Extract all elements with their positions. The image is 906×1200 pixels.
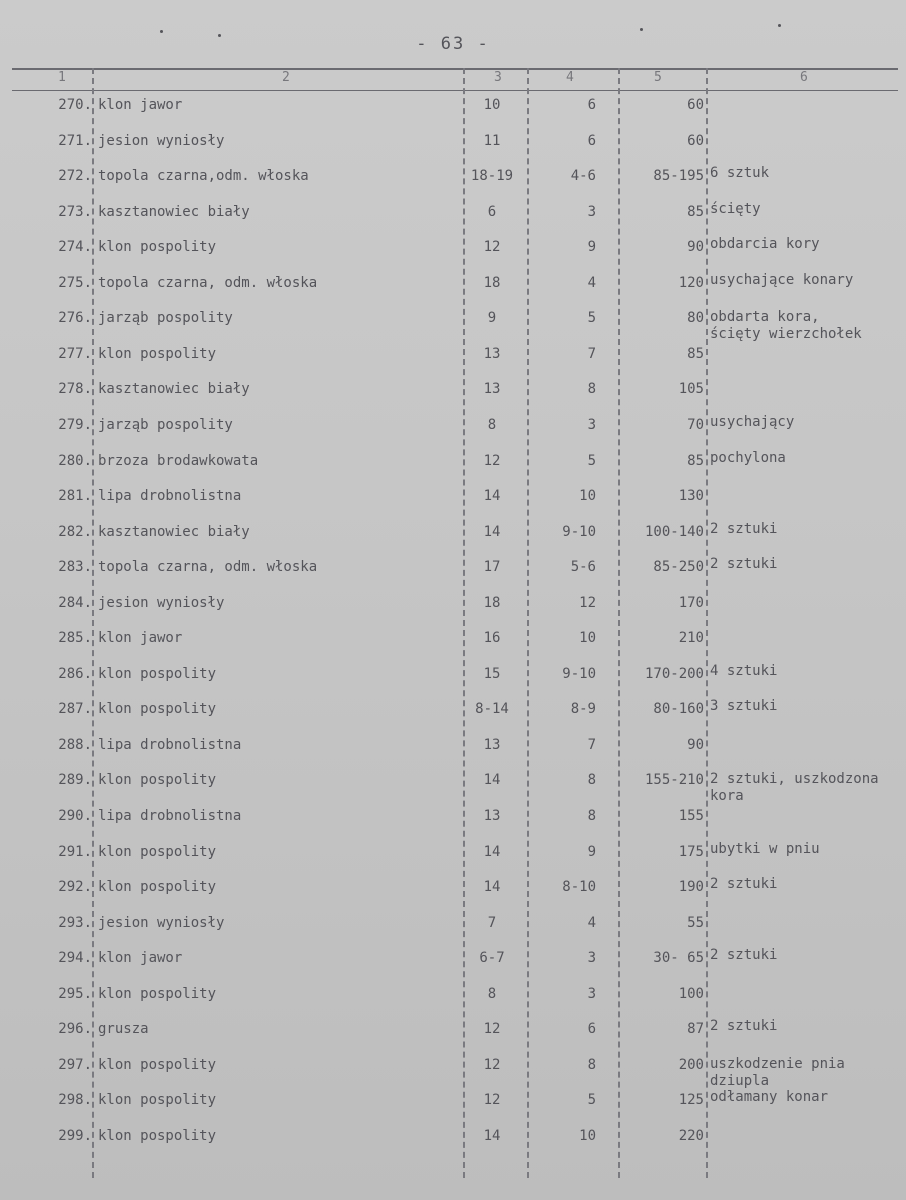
crown-value: 10	[579, 630, 596, 646]
crown-value: 7	[587, 346, 596, 362]
crown-value: 3	[587, 204, 596, 220]
height-value: 12	[483, 453, 501, 469]
species-name: klon pospolity	[98, 1128, 217, 1144]
height-value: 7	[487, 915, 497, 931]
height-value: 8-14	[475, 701, 509, 717]
row-number: 274.	[58, 239, 92, 255]
crown-value: 5	[587, 453, 596, 469]
paper-speck	[160, 30, 163, 33]
height-value: 14	[483, 524, 501, 540]
circumference-value: 90	[687, 737, 704, 753]
crown-value: 8-10	[562, 879, 596, 895]
crown-value: 8	[587, 381, 596, 397]
column-header-3: 3	[494, 70, 502, 85]
height-value: 13	[483, 381, 501, 397]
table-row	[0, 521, 906, 543]
height-value: 6-7	[479, 950, 505, 966]
height-value: 9	[487, 310, 497, 326]
crown-value: 3	[587, 950, 596, 966]
crown-value: 3	[587, 986, 596, 1002]
species-name: jesion wyniosły	[98, 915, 225, 931]
crown-value: 6	[587, 133, 596, 149]
crown-value: 4-6	[570, 168, 596, 184]
table-row	[0, 805, 906, 827]
height-value: 18	[483, 275, 501, 291]
table-row	[0, 876, 906, 898]
column-divider	[527, 68, 529, 1178]
circumference-value: 60	[687, 97, 704, 113]
crown-value: 8	[587, 1057, 596, 1073]
circumference-value: 55	[687, 915, 704, 931]
table-row	[0, 450, 906, 472]
height-value: 14	[483, 879, 501, 895]
circumference-value: 85-250	[653, 559, 704, 575]
table-row	[0, 165, 906, 187]
species-name: kasztanowiec biały	[98, 381, 250, 397]
height-value: 8	[487, 986, 497, 1002]
height-value: 13	[483, 737, 501, 753]
circumference-value: 220	[678, 1128, 704, 1144]
circumference-value: 85	[687, 204, 704, 220]
species-name: klon pospolity	[98, 701, 217, 717]
crown-value: 9	[587, 844, 596, 860]
table-row	[0, 912, 906, 934]
circumference-value: 87	[687, 1021, 704, 1037]
row-number: 289.	[58, 772, 92, 788]
remarks-text: obdarcia kory	[710, 236, 820, 252]
crown-value: 6	[587, 1021, 596, 1037]
column-header-1: 1	[58, 70, 66, 85]
column-divider	[706, 68, 708, 1178]
species-name: topola czarna, odm. włoska	[98, 559, 318, 575]
remarks-text: 2 sztuki	[710, 521, 778, 537]
height-value: 14	[483, 772, 501, 788]
row-number: 286.	[58, 666, 92, 682]
table-row	[0, 556, 906, 578]
row-number: 273.	[58, 204, 92, 220]
circumference-value: 210	[678, 630, 704, 646]
row-number: 278.	[58, 381, 92, 397]
crown-value: 5	[587, 310, 596, 326]
column-divider	[463, 68, 465, 1178]
paper-speck	[778, 24, 781, 27]
table-row	[0, 769, 906, 804]
row-number: 281.	[58, 488, 92, 504]
table-row	[0, 1089, 906, 1111]
table-row	[0, 983, 906, 1005]
circumference-value: 200	[678, 1057, 704, 1073]
species-name: klon pospolity	[98, 346, 217, 362]
row-number: 272.	[58, 168, 92, 184]
remarks-text: ubytki w pniu	[710, 841, 820, 857]
height-value: 14	[483, 844, 501, 860]
row-number: 285.	[58, 630, 92, 646]
height-value: 11	[483, 133, 501, 149]
table-row	[0, 378, 906, 400]
species-name: klon jawor	[98, 950, 183, 966]
species-name: kasztanowiec biały	[98, 204, 250, 220]
crown-value: 8-9	[570, 701, 596, 717]
circumference-value: 30- 65	[653, 950, 704, 966]
crown-value: 10	[579, 1128, 596, 1144]
height-value: 13	[483, 808, 501, 824]
table-row	[0, 1125, 906, 1147]
circumference-value: 190	[678, 879, 704, 895]
circumference-value: 100-140	[644, 524, 704, 540]
height-value: 16	[483, 630, 501, 646]
table-row	[0, 698, 906, 720]
species-name: lipa drobnolistna	[98, 737, 242, 753]
page-number: - 63 -	[416, 34, 490, 54]
table-row	[0, 307, 906, 342]
height-value: 15	[483, 666, 501, 682]
paper-speck	[218, 34, 221, 37]
table-row	[0, 841, 906, 863]
circumference-value: 80-160	[653, 701, 704, 717]
crown-value: 6	[587, 97, 596, 113]
circumference-value: 125	[678, 1092, 704, 1108]
species-name: klon pospolity	[98, 239, 217, 255]
row-number: 284.	[58, 595, 92, 611]
column-divider	[92, 68, 94, 1178]
crown-value: 12	[579, 595, 596, 611]
height-value: 18-19	[470, 168, 514, 184]
remarks-text: ścięty	[710, 201, 761, 217]
height-value: 18	[483, 595, 501, 611]
circumference-value: 170	[678, 595, 704, 611]
table-row	[0, 1018, 906, 1040]
circumference-value: 155	[678, 808, 704, 824]
crown-value: 5-6	[570, 559, 596, 575]
row-number: 295.	[58, 986, 92, 1002]
species-name: klon jawor	[98, 630, 183, 646]
species-name: jesion wyniosły	[98, 133, 225, 149]
species-name: lipa drobnolistna	[98, 488, 242, 504]
row-number: 275.	[58, 275, 92, 291]
row-number: 298.	[58, 1092, 92, 1108]
circumference-value: 70	[687, 417, 704, 433]
height-value: 17	[483, 559, 501, 575]
species-name: klon pospolity	[98, 879, 217, 895]
table-row	[0, 663, 906, 685]
table-row	[0, 201, 906, 223]
table-row	[0, 343, 906, 365]
table-row	[0, 1054, 906, 1089]
species-name: klon pospolity	[98, 1092, 217, 1108]
header-bottom-rule	[12, 90, 898, 91]
table-row	[0, 485, 906, 507]
species-name: jarząb pospolity	[98, 310, 233, 326]
remarks-text: usychający	[710, 414, 795, 430]
row-number: 299.	[58, 1128, 92, 1144]
species-name: kasztanowiec biały	[98, 524, 250, 540]
row-number: 294.	[58, 950, 92, 966]
remarks-text: 2 sztuki	[710, 1018, 778, 1034]
row-number: 283.	[58, 559, 92, 575]
crown-value: 3	[587, 417, 596, 433]
circumference-value: 80	[687, 310, 704, 326]
species-name: grusza	[98, 1021, 149, 1037]
remarks-text: uszkodzenie pnia dziupla	[710, 1056, 845, 1089]
remarks-text: 2 sztuki	[710, 947, 778, 963]
column-header-5: 5	[654, 70, 662, 85]
table-row	[0, 236, 906, 258]
remarks-text: usychające konary	[710, 272, 854, 288]
circumference-value: 85	[687, 453, 704, 469]
column-header-2: 2	[282, 70, 290, 85]
species-name: topola czarna,odm. włoska	[98, 168, 309, 184]
circumference-value: 105	[678, 381, 704, 397]
remarks-text: pochylona	[710, 450, 786, 466]
height-value: 6	[487, 204, 497, 220]
row-number: 271.	[58, 133, 92, 149]
table-row	[0, 947, 906, 969]
table-row	[0, 414, 906, 436]
crown-value: 9	[587, 239, 596, 255]
circumference-value: 100	[678, 986, 704, 1002]
column-header-6: 6	[800, 70, 808, 85]
circumference-value: 60	[687, 133, 704, 149]
row-number: 291.	[58, 844, 92, 860]
remarks-text: 2 sztuki	[710, 876, 778, 892]
crown-value: 9-10	[562, 666, 596, 682]
species-name: klon pospolity	[98, 844, 217, 860]
species-name: klon jawor	[98, 97, 183, 113]
height-value: 14	[483, 488, 501, 504]
row-number: 287.	[58, 701, 92, 717]
height-value: 8	[487, 417, 497, 433]
circumference-value: 130	[678, 488, 704, 504]
row-number: 292.	[58, 879, 92, 895]
remarks-text: 2 sztuki	[710, 556, 778, 572]
circumference-value: 155-210	[644, 772, 704, 788]
row-number: 280.	[58, 453, 92, 469]
crown-value: 8	[587, 772, 596, 788]
remarks-text: odłamany konar	[710, 1089, 829, 1105]
species-name: jarząb pospolity	[98, 417, 233, 433]
crown-value: 10	[579, 488, 596, 504]
remarks-text: 6 sztuk	[710, 165, 770, 181]
table-row	[0, 592, 906, 614]
crown-value: 8	[587, 808, 596, 824]
species-name: klon pospolity	[98, 666, 217, 682]
height-value: 12	[483, 1092, 501, 1108]
row-number: 270.	[58, 97, 92, 113]
remarks-text: 3 sztuki	[710, 698, 778, 714]
row-number: 290.	[58, 808, 92, 824]
circumference-value: 85	[687, 346, 704, 362]
row-number: 276.	[58, 310, 92, 326]
circumference-value: 85-195	[653, 168, 704, 184]
table-row	[0, 734, 906, 756]
species-name: jesion wyniosły	[98, 595, 225, 611]
table-row	[0, 94, 906, 116]
height-value: 12	[483, 1021, 501, 1037]
paper-speck	[640, 28, 643, 31]
species-name: brzoza brodawkowata	[98, 453, 259, 469]
crown-value: 9-10	[562, 524, 596, 540]
remarks-text: 2 sztuki, uszkodzona kora	[710, 771, 879, 804]
crown-value: 4	[587, 915, 596, 931]
crown-value: 5	[587, 1092, 596, 1108]
row-number: 282.	[58, 524, 92, 540]
height-value: 14	[483, 1128, 501, 1144]
column-divider	[618, 68, 620, 1178]
crown-value: 7	[587, 737, 596, 753]
height-value: 12	[483, 239, 501, 255]
table-row	[0, 627, 906, 649]
circumference-value: 90	[687, 239, 704, 255]
row-number: 296.	[58, 1021, 92, 1037]
height-value: 13	[483, 346, 501, 362]
table-row	[0, 272, 906, 294]
crown-value: 4	[587, 275, 596, 291]
circumference-value: 120	[678, 275, 704, 291]
circumference-value: 170-200	[644, 666, 704, 682]
species-name: klon pospolity	[98, 772, 217, 788]
row-number: 293.	[58, 915, 92, 931]
header-top-rule	[12, 68, 898, 70]
circumference-value: 175	[678, 844, 704, 860]
row-number: 277.	[58, 346, 92, 362]
height-value: 10	[483, 97, 501, 113]
species-name: klon pospolity	[98, 1057, 217, 1073]
column-header-4: 4	[566, 70, 574, 85]
species-name: topola czarna, odm. włoska	[98, 275, 318, 291]
remarks-text: 4 sztuki	[710, 663, 778, 679]
table-row	[0, 130, 906, 152]
row-number: 279.	[58, 417, 92, 433]
row-number: 288.	[58, 737, 92, 753]
remarks-text: obdarta kora, ścięty wierzchołek	[710, 309, 862, 342]
row-number: 297.	[58, 1057, 92, 1073]
height-value: 12	[483, 1057, 501, 1073]
species-name: klon pospolity	[98, 986, 217, 1002]
species-name: lipa drobnolistna	[98, 808, 242, 824]
